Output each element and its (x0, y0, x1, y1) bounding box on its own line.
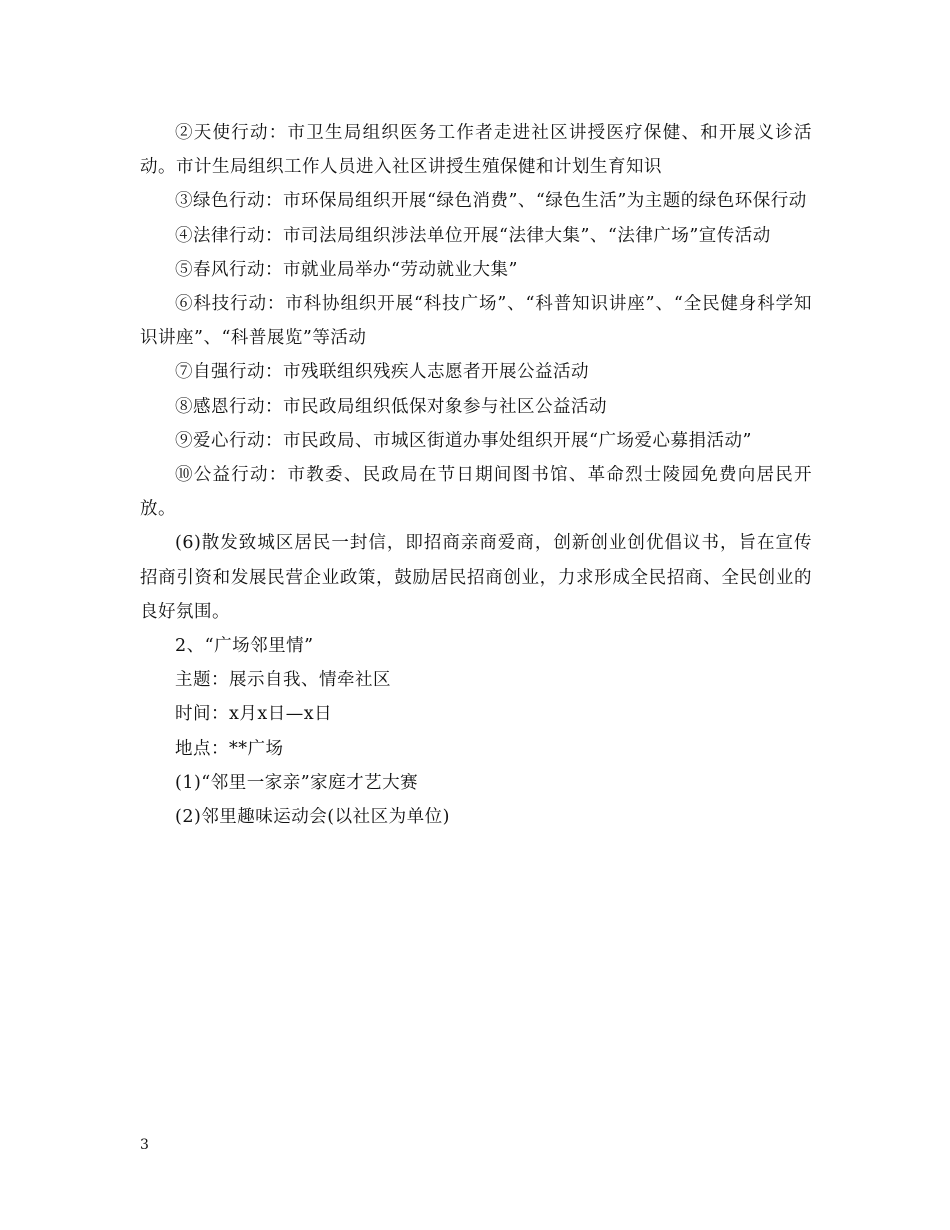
page-number: 3 (140, 1137, 149, 1153)
section-heading-neighborhood: 2、“广场邻里情” (175, 636, 314, 657)
paragraph-action-7: ⑦自强行动：市残联组织残疾人志愿者开展公益活动 (175, 362, 589, 383)
document-body (140, 116, 812, 834)
paragraph-talent-contest: (1)“邻里一家亲”家庭才艺大赛 (175, 772, 419, 793)
paragraph-action-10: ⑩公益行动：市教委、民政局在节日期间图书馆、革命烈士陵园免费向居民开放。 (140, 465, 812, 520)
paragraph-item-6-letter: (6)散发致城区居民一封信，即招商亲商爱商，创新创业创优倡议书，旨在宣传招商引资和发展民营企业政策，鼓励居民招商创业，力求形成全民招商、全民创业的良好氛围。 (140, 533, 812, 622)
paragraph-action-9: ⑨爱心行动：市民政局、市城区街道办事处组织开展“广场爱心募捐活动” (175, 430, 752, 451)
paragraph-action-8: ⑧感恩行动：市民政局组织低保对象参与社区公益活动 (175, 396, 607, 417)
paragraph-theme: 主题：展示自我、情牵社区 (175, 670, 391, 691)
paragraph-action-5: ⑤春风行动：市就业局举办“劳动就业大集” (175, 259, 518, 280)
paragraph-action-3: ③绿色行动：市环保局组织开展“绿色消费”、“绿色生活”为主题的绿色环保行动 (175, 191, 807, 212)
paragraph-sports-meet: (2)邻里趣味运动会(以社区为单位) (175, 807, 450, 828)
paragraph-action-2: ②天使行动：市卫生局组织医务工作者走进社区讲授医疗保健、和开展义诊活动。市计生局组织工作人员进入社区讲授生殖保健和计划生育知识 (140, 123, 812, 178)
paragraph-location: 地点：**广场 (175, 738, 284, 759)
paragraph-action-6: ⑥科技行动：市科协组织开展“科技广场”、“科普知识讲座”、“全民健身科学知识讲座”、“科普展览”等活动 (140, 294, 812, 349)
paragraph-time: 时间：x月x日—x日 (175, 704, 333, 725)
paragraph-action-4: ④法律行动：市司法局组织涉法单位开展“法律大集”、“法律广场”宣传活动 (175, 225, 771, 246)
